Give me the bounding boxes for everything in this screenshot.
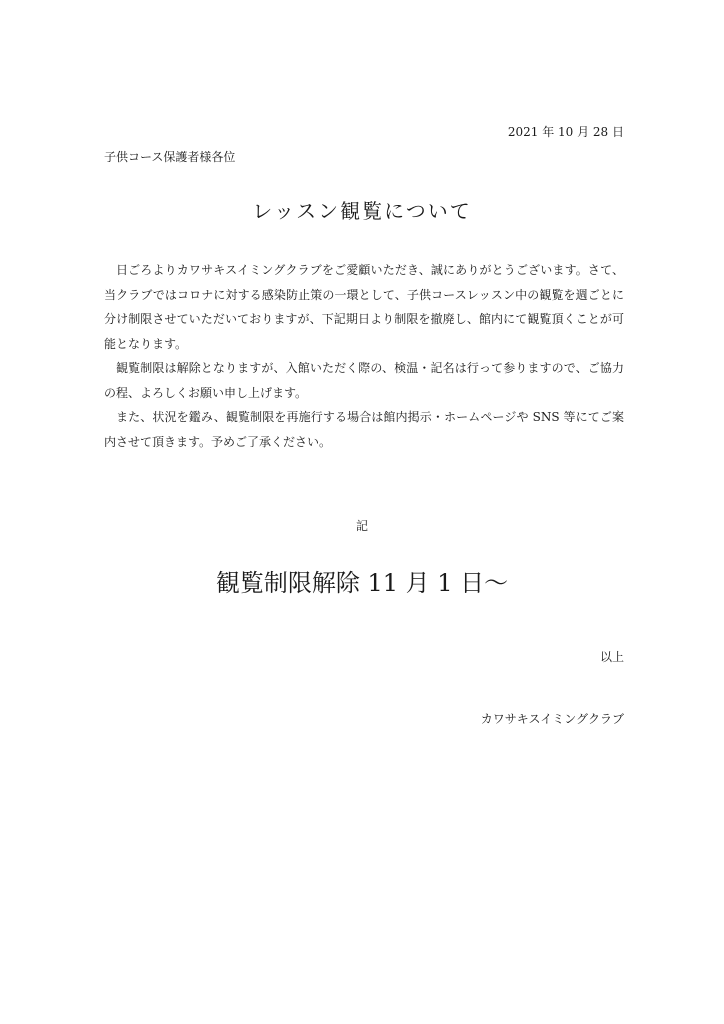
page-title: レッスン観覧について (252, 199, 472, 223)
letter-date: 2021 年 10 月 28 日 (507, 125, 624, 139)
body-paragraph: また、状況を鑑み、観覧制限を再施行する場合は館内掲示・ホームページや SNS 等にてご案内させて頂きます。予めご了承ください。 (104, 410, 624, 449)
signature: カワサキスイミングクラブ (480, 712, 624, 726)
letter-body (104, 258, 624, 454)
body-paragraph: 日ごろよりカワサキスイミングクラブをご愛顧いただき、誠にありがとうございます。さて、当クラブではコロナに対する感染防止策の一環として、子供コースレッスン中の観覧を週ごとに分け制限させていただいておりますが、下記期日より制限を撤廃し、館内にて観覧頂くことが可能となります。 (104, 263, 624, 351)
closing-mark: 以上 (599, 650, 624, 664)
body-paragraph: 観覧制限は解除となりますが、入館いただく際の、検温・記名は行って参りますので、ご協力の程、よろしくお願い申し上げます。 (104, 361, 624, 400)
addressee: 子供コース保護者様各位 (104, 150, 236, 164)
ki-marker: 記 (355, 519, 368, 533)
restriction-lift-headline: 観覧制限解除 11 月 1 日～ (215, 569, 509, 597)
